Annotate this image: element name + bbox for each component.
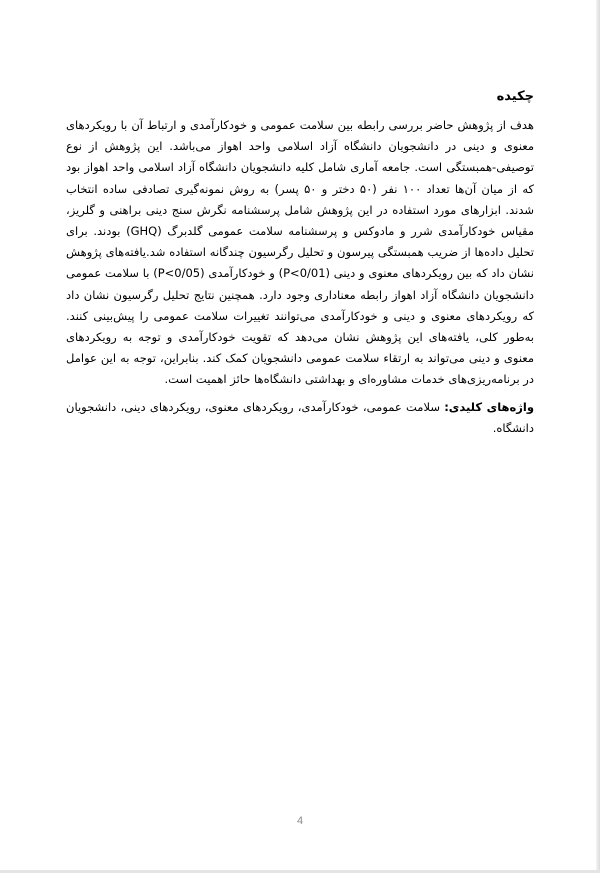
keywords-label: واژه‌های کلیدی: xyxy=(444,399,534,414)
keywords-paragraph xyxy=(66,397,534,439)
abstract-paragraph: هدف از پژوهش حاضر بررسی رابطه بین سلامت عمومی و خودکارآمدی و ارتباط آن با رویکردهای معنوی و دینی در دانشجویان دانشگاه آزاد اسلامی واحد اهواز می‌باشد. این پژوهش از نوع توصیفی-همبستگی است. جامعه آماری شامل کلیه دانشجویان دانشگاه آزاد اسلامی واحد اهواز بود که از میان آن‌ها تعداد ۱۰۰ نفر (۵۰ دختر و ۵۰ پسر) به روش نمونه‌گیری تصادفی ساده انتخاب شدند. ابزارهای مورد استفاده در این پژوهش شامل پرسشنامه نگرش سنج دینی براهنی و گلریز، مقیاس خودکارآمدی شرر و مادوکس و پرسشنامه سلامت عمومی گلدبرگ (GHQ) بودند. برای تحلیل داده‌ها از ضریب همبستگی پیرسون و تحلیل رگرسیون چندگانه استفاده شد.یافته‌های پژوهش نشان داد که بین رویکردهای معنوی و دینی (P<0/01) و خودکارآمدی (P<0/05) با سلامت عمومی دانشجویان دانشگاه آزاد اهواز رابطه معناداری وجود دارد. همچنین نتایج تحلیل رگرسیون نشان داد که رویکردهای معنوی و دینی و خودکارآمدی می‌توانند تغییرات سلامت عمومی را پیش‌بینی کنند. به‌طور کلی، یافته‌های این پژوهش نشان می‌دهد که تقویت خودکارآمدی و توجه به رویکردهای معنوی و دینی می‌تواند به ارتقاء سلامت عمومی دانشجویان کمک کند. بنابراین، توجه به این عوامل در برنامه‌ریزی‌های خدمات مشاوره‌ای و بهداشتی دانشگاه‌ها حائز اهمیت است. xyxy=(66,118,534,387)
page-edge-shadow xyxy=(596,0,600,873)
page-number: 4 xyxy=(296,815,304,827)
abstract-section xyxy=(66,87,534,439)
keywords-text: سلامت عمومی، خودکارآمدی، رویکردهای معنوی، رویکردهای دینی، دانشجویان دانشگاه. xyxy=(66,399,534,435)
abstract-heading: چکیده xyxy=(496,89,534,104)
